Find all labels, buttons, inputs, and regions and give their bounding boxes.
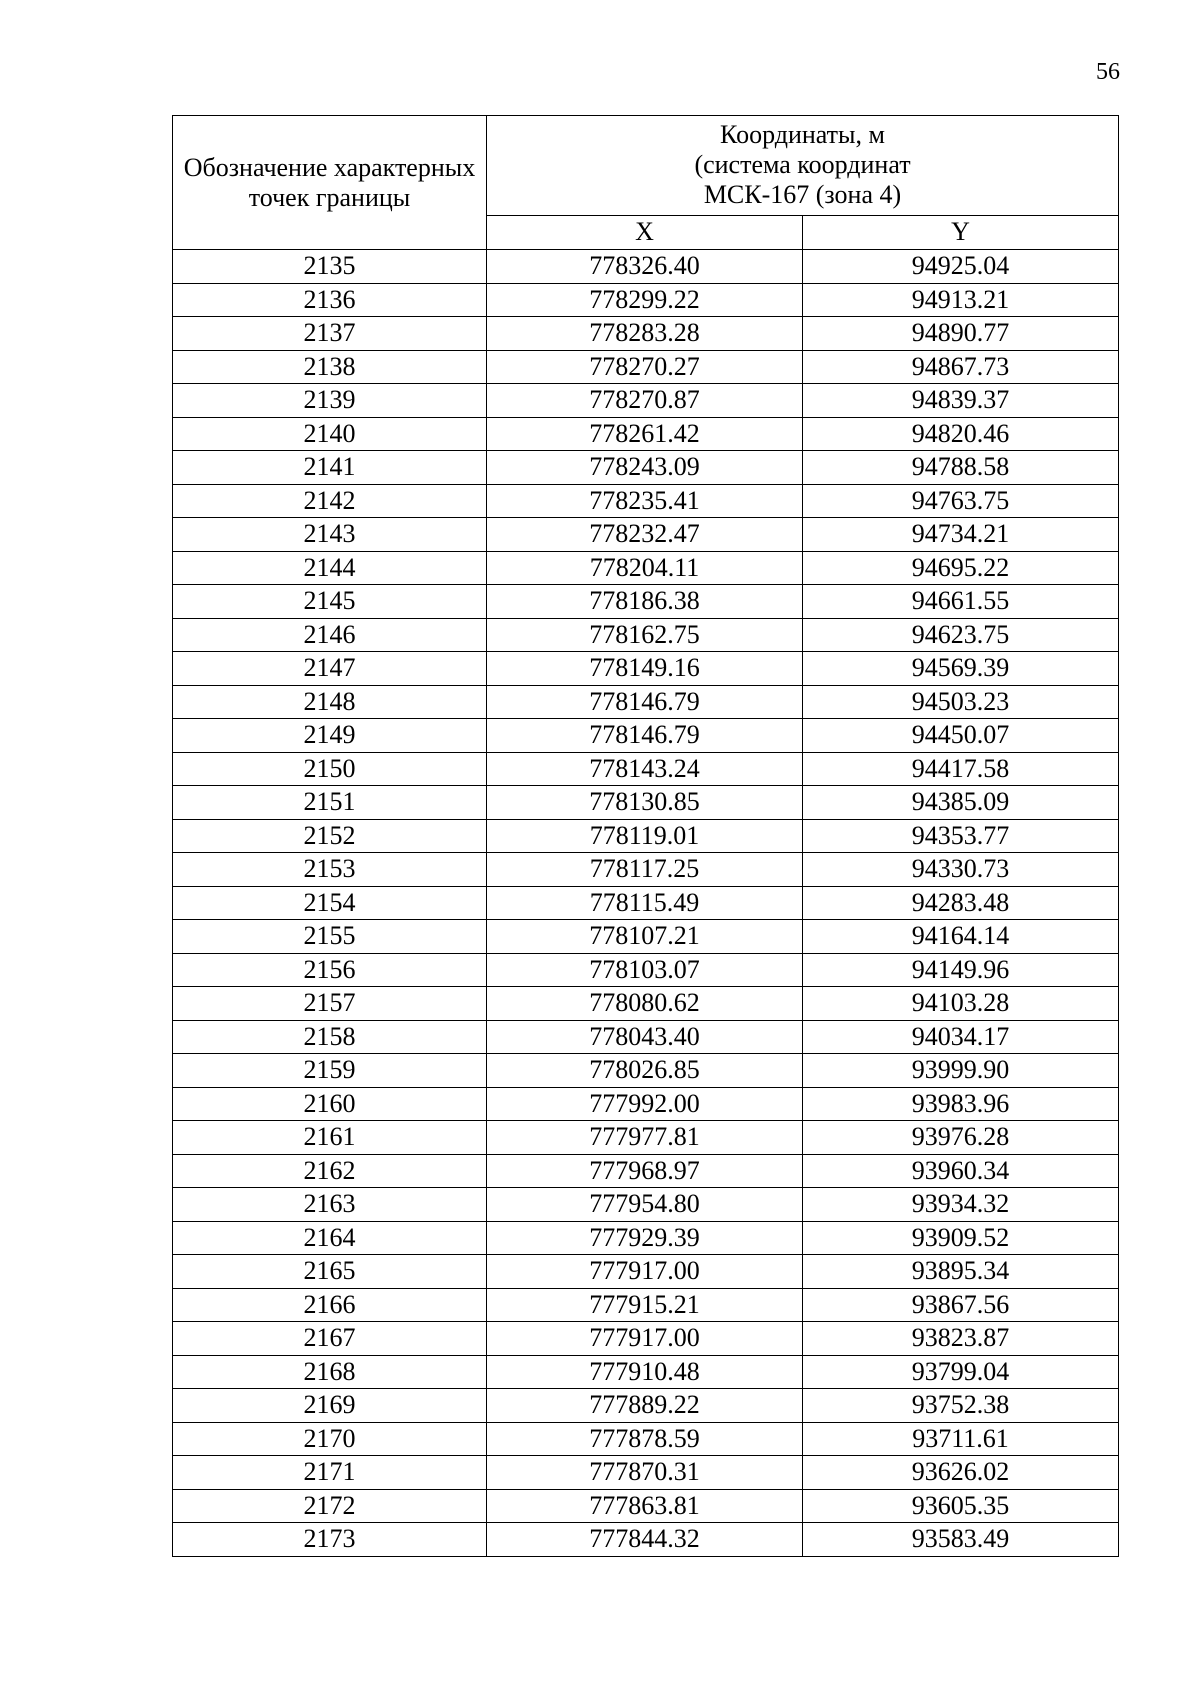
point-id-cell: 2164: [173, 1221, 487, 1255]
y-coordinate-cell: 93626.02: [803, 1456, 1119, 1490]
y-coordinate-cell: 93960.34: [803, 1154, 1119, 1188]
y-coordinate-cell: 94034.17: [803, 1020, 1119, 1054]
point-id-cell: 2143: [173, 518, 487, 552]
coordinates-header-line1: Координаты, м: [720, 120, 885, 150]
table-row: [173, 819, 1119, 853]
y-coordinate-cell: 94385.09: [803, 786, 1119, 820]
table-row: [173, 317, 1119, 351]
table-row: [173, 1456, 1119, 1490]
y-coordinate-cell: 94149.96: [803, 953, 1119, 987]
point-id-cell: 2172: [173, 1489, 487, 1523]
table-row: [173, 685, 1119, 719]
point-id-cell: 2168: [173, 1355, 487, 1389]
y-coordinate-cell: 94353.77: [803, 819, 1119, 853]
y-coordinate-cell: 94623.75: [803, 618, 1119, 652]
x-coordinate-cell: 778283.28: [487, 317, 803, 351]
x-coordinate-cell: 777917.00: [487, 1255, 803, 1289]
point-id-cell: 2135: [173, 250, 487, 284]
table-row: [173, 585, 1119, 619]
table-row: [173, 283, 1119, 317]
point-id-cell: 2169: [173, 1389, 487, 1423]
point-id-cell: 2170: [173, 1422, 487, 1456]
y-coordinate-cell: 94890.77: [803, 317, 1119, 351]
y-column-header: Y: [803, 215, 1119, 249]
y-coordinate-cell: 94103.28: [803, 987, 1119, 1021]
y-coordinate-cell: 93583.49: [803, 1523, 1119, 1557]
y-coordinate-cell: 93976.28: [803, 1121, 1119, 1155]
x-coordinate-cell: 778270.87: [487, 384, 803, 418]
table-row: [173, 1020, 1119, 1054]
x-coordinate-cell: 777968.97: [487, 1154, 803, 1188]
y-coordinate-cell: 93983.96: [803, 1087, 1119, 1121]
point-id-cell: 2138: [173, 350, 487, 384]
y-coordinate-cell: 94330.73: [803, 853, 1119, 887]
point-id-cell: 2165: [173, 1255, 487, 1289]
y-coordinate-cell: 93934.32: [803, 1188, 1119, 1222]
coordinates-header-line2: (система координат: [694, 150, 911, 180]
point-id-cell: 2155: [173, 920, 487, 954]
table-row: [173, 1489, 1119, 1523]
point-id-cell: 2149: [173, 719, 487, 753]
point-id-cell: 2162: [173, 1154, 487, 1188]
table-body: [173, 250, 1119, 1557]
table-row: [173, 719, 1119, 753]
table-row: [173, 987, 1119, 1021]
x-coordinate-cell: 778107.21: [487, 920, 803, 954]
x-coordinate-cell: 778119.01: [487, 819, 803, 853]
table-row: [173, 350, 1119, 384]
x-coordinate-cell: 778026.85: [487, 1054, 803, 1088]
table-row: [173, 1322, 1119, 1356]
x-coordinate-cell: 778270.27: [487, 350, 803, 384]
table-row: [173, 618, 1119, 652]
table-row: [173, 1288, 1119, 1322]
x-coordinate-cell: 778146.79: [487, 719, 803, 753]
y-coordinate-cell: 94450.07: [803, 719, 1119, 753]
table-row: [173, 1355, 1119, 1389]
y-coordinate-cell: 93999.90: [803, 1054, 1119, 1088]
x-coordinate-cell: 777910.48: [487, 1355, 803, 1389]
point-id-cell: 2136: [173, 283, 487, 317]
table-row: [173, 1221, 1119, 1255]
x-coordinate-cell: 778204.11: [487, 551, 803, 585]
point-id-cell: 2167: [173, 1322, 487, 1356]
x-coordinate-cell: 778261.42: [487, 417, 803, 451]
table-row: [173, 752, 1119, 786]
point-id-cell: 2145: [173, 585, 487, 619]
y-coordinate-cell: 94867.73: [803, 350, 1119, 384]
x-coordinate-cell: 778186.38: [487, 585, 803, 619]
x-coordinate-cell: 778299.22: [487, 283, 803, 317]
y-coordinate-cell: 93711.61: [803, 1422, 1119, 1456]
x-coordinate-cell: 778080.62: [487, 987, 803, 1021]
point-id-cell: 2173: [173, 1523, 487, 1557]
x-coordinate-cell: 778235.41: [487, 484, 803, 518]
x-coordinate-cell: 777878.59: [487, 1422, 803, 1456]
point-id-cell: 2152: [173, 819, 487, 853]
table-header: [173, 116, 1119, 250]
x-column-header: X: [487, 215, 803, 249]
x-coordinate-cell: 778103.07: [487, 953, 803, 987]
point-id-cell: 2157: [173, 987, 487, 1021]
point-id-cell: 2142: [173, 484, 487, 518]
point-id-cell: 2137: [173, 317, 487, 351]
x-coordinate-cell: 778043.40: [487, 1020, 803, 1054]
y-coordinate-cell: 94734.21: [803, 518, 1119, 552]
table-row: [173, 1121, 1119, 1155]
table-row: [173, 1054, 1119, 1088]
table-row: [173, 1087, 1119, 1121]
point-id-cell: 2159: [173, 1054, 487, 1088]
table-row: [173, 551, 1119, 585]
table-row: [173, 1154, 1119, 1188]
y-coordinate-cell: 94925.04: [803, 250, 1119, 284]
y-coordinate-cell: 93605.35: [803, 1489, 1119, 1523]
y-coordinate-cell: 94820.46: [803, 417, 1119, 451]
coordinates-header-line3: МСК-167 (зона 4): [703, 180, 902, 210]
y-coordinate-cell: 94788.58: [803, 451, 1119, 485]
point-id-cell: 2153: [173, 853, 487, 887]
x-coordinate-cell: 777870.31: [487, 1456, 803, 1490]
y-coordinate-cell: 93799.04: [803, 1355, 1119, 1389]
x-coordinate-cell: 777915.21: [487, 1288, 803, 1322]
point-id-cell: 2139: [173, 384, 487, 418]
y-coordinate-cell: 94913.21: [803, 283, 1119, 317]
table-row: [173, 853, 1119, 887]
x-coordinate-cell: 778146.79: [487, 685, 803, 719]
table-row: [173, 384, 1119, 418]
point-id-cell: 2161: [173, 1121, 487, 1155]
point-id-cell: 2146: [173, 618, 487, 652]
y-coordinate-cell: 93895.34: [803, 1255, 1119, 1289]
x-coordinate-cell: 778143.24: [487, 752, 803, 786]
point-id-cell: 2171: [173, 1456, 487, 1490]
point-id-cell: 2140: [173, 417, 487, 451]
x-coordinate-cell: 777992.00: [487, 1087, 803, 1121]
table-row: [173, 417, 1119, 451]
table-row: [173, 1255, 1119, 1289]
table-row: [173, 786, 1119, 820]
table-row: [173, 484, 1119, 518]
table-row: [173, 652, 1119, 686]
point-designation-header: Обозначение характерных точек границы: [173, 116, 487, 250]
point-id-cell: 2148: [173, 685, 487, 719]
y-coordinate-cell: 93909.52: [803, 1221, 1119, 1255]
point-id-cell: 2160: [173, 1087, 487, 1121]
y-coordinate-cell: 94503.23: [803, 685, 1119, 719]
x-coordinate-cell: 777977.81: [487, 1121, 803, 1155]
point-id-cell: 2147: [173, 652, 487, 686]
point-id-cell: 2163: [173, 1188, 487, 1222]
point-id-cell: 2150: [173, 752, 487, 786]
x-coordinate-cell: 778117.25: [487, 853, 803, 887]
x-coordinate-cell: 777844.32: [487, 1523, 803, 1557]
x-coordinate-cell: 778149.16: [487, 652, 803, 686]
y-coordinate-cell: 94695.22: [803, 551, 1119, 585]
x-coordinate-cell: 777917.00: [487, 1322, 803, 1356]
x-coordinate-cell: 777863.81: [487, 1489, 803, 1523]
table-row: [173, 1389, 1119, 1423]
coordinates-table: [172, 115, 1119, 1557]
x-coordinate-cell: 777889.22: [487, 1389, 803, 1423]
point-id-cell: 2144: [173, 551, 487, 585]
y-coordinate-cell: 94569.39: [803, 652, 1119, 686]
x-coordinate-cell: 778162.75: [487, 618, 803, 652]
x-coordinate-cell: 778243.09: [487, 451, 803, 485]
y-coordinate-cell: 94417.58: [803, 752, 1119, 786]
y-coordinate-cell: 94661.55: [803, 585, 1119, 619]
x-coordinate-cell: 778115.49: [487, 886, 803, 920]
table-row: [173, 451, 1119, 485]
table-row: [173, 1188, 1119, 1222]
x-coordinate-cell: 778326.40: [487, 250, 803, 284]
y-coordinate-cell: 94164.14: [803, 920, 1119, 954]
point-id-cell: 2158: [173, 1020, 487, 1054]
coordinates-header: [487, 116, 1119, 216]
table-row: [173, 886, 1119, 920]
page-number: 56: [1096, 59, 1120, 85]
y-coordinate-cell: 94839.37: [803, 384, 1119, 418]
x-coordinate-cell: 777929.39: [487, 1221, 803, 1255]
x-coordinate-cell: 778130.85: [487, 786, 803, 820]
table-row: [173, 1523, 1119, 1557]
point-id-cell: 2151: [173, 786, 487, 820]
table-row: [173, 518, 1119, 552]
y-coordinate-cell: 94763.75: [803, 484, 1119, 518]
x-coordinate-cell: 778232.47: [487, 518, 803, 552]
point-id-cell: 2166: [173, 1288, 487, 1322]
y-coordinate-cell: 93867.56: [803, 1288, 1119, 1322]
x-coordinate-cell: 777954.80: [487, 1188, 803, 1222]
table-row: [173, 250, 1119, 284]
y-coordinate-cell: 93752.38: [803, 1389, 1119, 1423]
table-row: [173, 920, 1119, 954]
point-id-cell: 2156: [173, 953, 487, 987]
table-row: [173, 953, 1119, 987]
point-id-cell: 2141: [173, 451, 487, 485]
y-coordinate-cell: 93823.87: [803, 1322, 1119, 1356]
y-coordinate-cell: 94283.48: [803, 886, 1119, 920]
point-id-cell: 2154: [173, 886, 487, 920]
table-row: [173, 1422, 1119, 1456]
